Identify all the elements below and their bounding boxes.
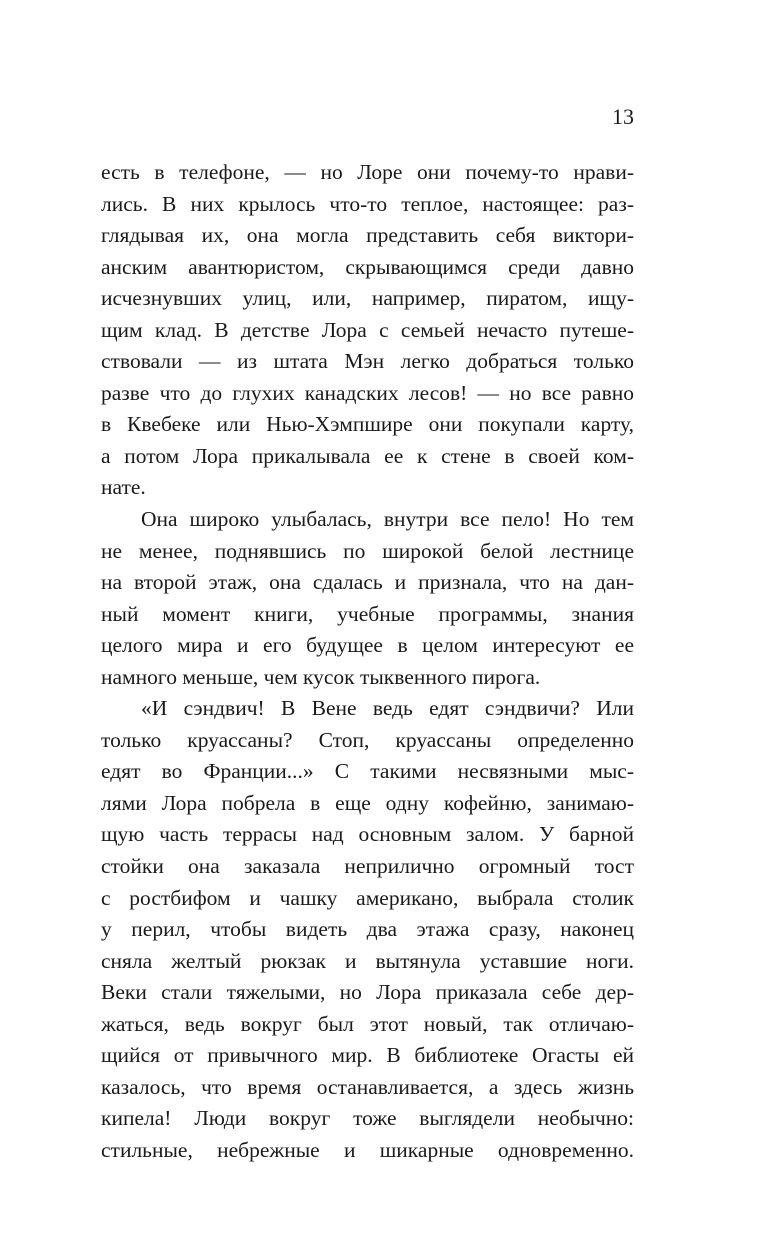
text-line: с ростбифом и чашку американо, выбрала столик [101, 885, 634, 910]
text-line: лями Лора побрела в еще одну кофейню, занимаю- [101, 790, 634, 815]
body-text [101, 157, 634, 1167]
text-line: на второй этаж, она сдалась и признала, что на дан- [101, 570, 634, 595]
text-line: ствовали — из штата Мэн легко добраться только [101, 349, 634, 374]
text-line: кипела! Люди вокруг тоже выглядели необычно: [101, 1106, 634, 1131]
text-line: лись. В них крылось что-то теплое, настоящее: раз- [101, 191, 634, 216]
text-line: жаться, ведь вокруг был этот новый, так отличаю- [101, 1011, 634, 1036]
text-line: казалось, что время останавливается, а здесь жизнь [101, 1074, 634, 1099]
text-line: не менее, поднявшись по широкой белой лестнице [101, 538, 634, 563]
text-line: Она широко улыбалась, внутри все пело! Но тем [141, 507, 634, 532]
text-line: только круассаны? Стоп, круассаны определенно [101, 727, 634, 752]
text-line: намного меньше, чем кусок тыквенного пирога. [101, 664, 541, 689]
text-line: Веки стали тяжелыми, но Лора приказала себе дер- [101, 980, 634, 1005]
text-line: щую часть террасы над основным залом. У барной [101, 822, 634, 847]
text-line: щийся от привычного мир. В библиотеке Огасты ей [101, 1043, 634, 1068]
page-number: 13 [612, 104, 634, 129]
text-line: анским авантюристом, скрывающимся среди давно [101, 254, 634, 279]
text-line: у перил, чтобы видеть два этажа сразу, наконец [101, 917, 634, 942]
text-line: стильные, небрежные и шикарные одновременно. [101, 1137, 634, 1162]
text-line: а потом Лора прикалывала ее к стене в своей ком- [101, 443, 634, 468]
text-line: глядывая их, она могла представить себя виктори- [101, 223, 634, 248]
text-line: есть в телефоне, — но Лоре они почему-то нрави- [101, 160, 634, 184]
text-line: едят во Франции...» С такими несвязными мыс- [101, 759, 634, 784]
text-line: целого мира и его будущее в целом интересуют ее [101, 633, 634, 658]
text-line: щим клад. В детстве Лора с семьей нечасто путеше- [101, 317, 634, 342]
text-line: «И сэндвич! В Вене ведь едят сэндвичи? Или [141, 696, 634, 721]
text-line: сняла желтый рюкзак и вытянула уставшие ноги. [101, 948, 634, 973]
text-line: нате. [101, 475, 146, 500]
text-line: исчезнувших улиц, или, например, пиратом, ищу- [101, 286, 634, 311]
text-line: ный момент книги, учебные программы, знания [101, 601, 634, 626]
text-line: стойки она заказала неприлично огромный тост [101, 854, 634, 879]
text-line: разве что до глухих канадских лесов! — но все равно [101, 380, 634, 405]
text-line: в Квебеке или Нью-Хэмпшире они покупали карту, [101, 412, 634, 437]
